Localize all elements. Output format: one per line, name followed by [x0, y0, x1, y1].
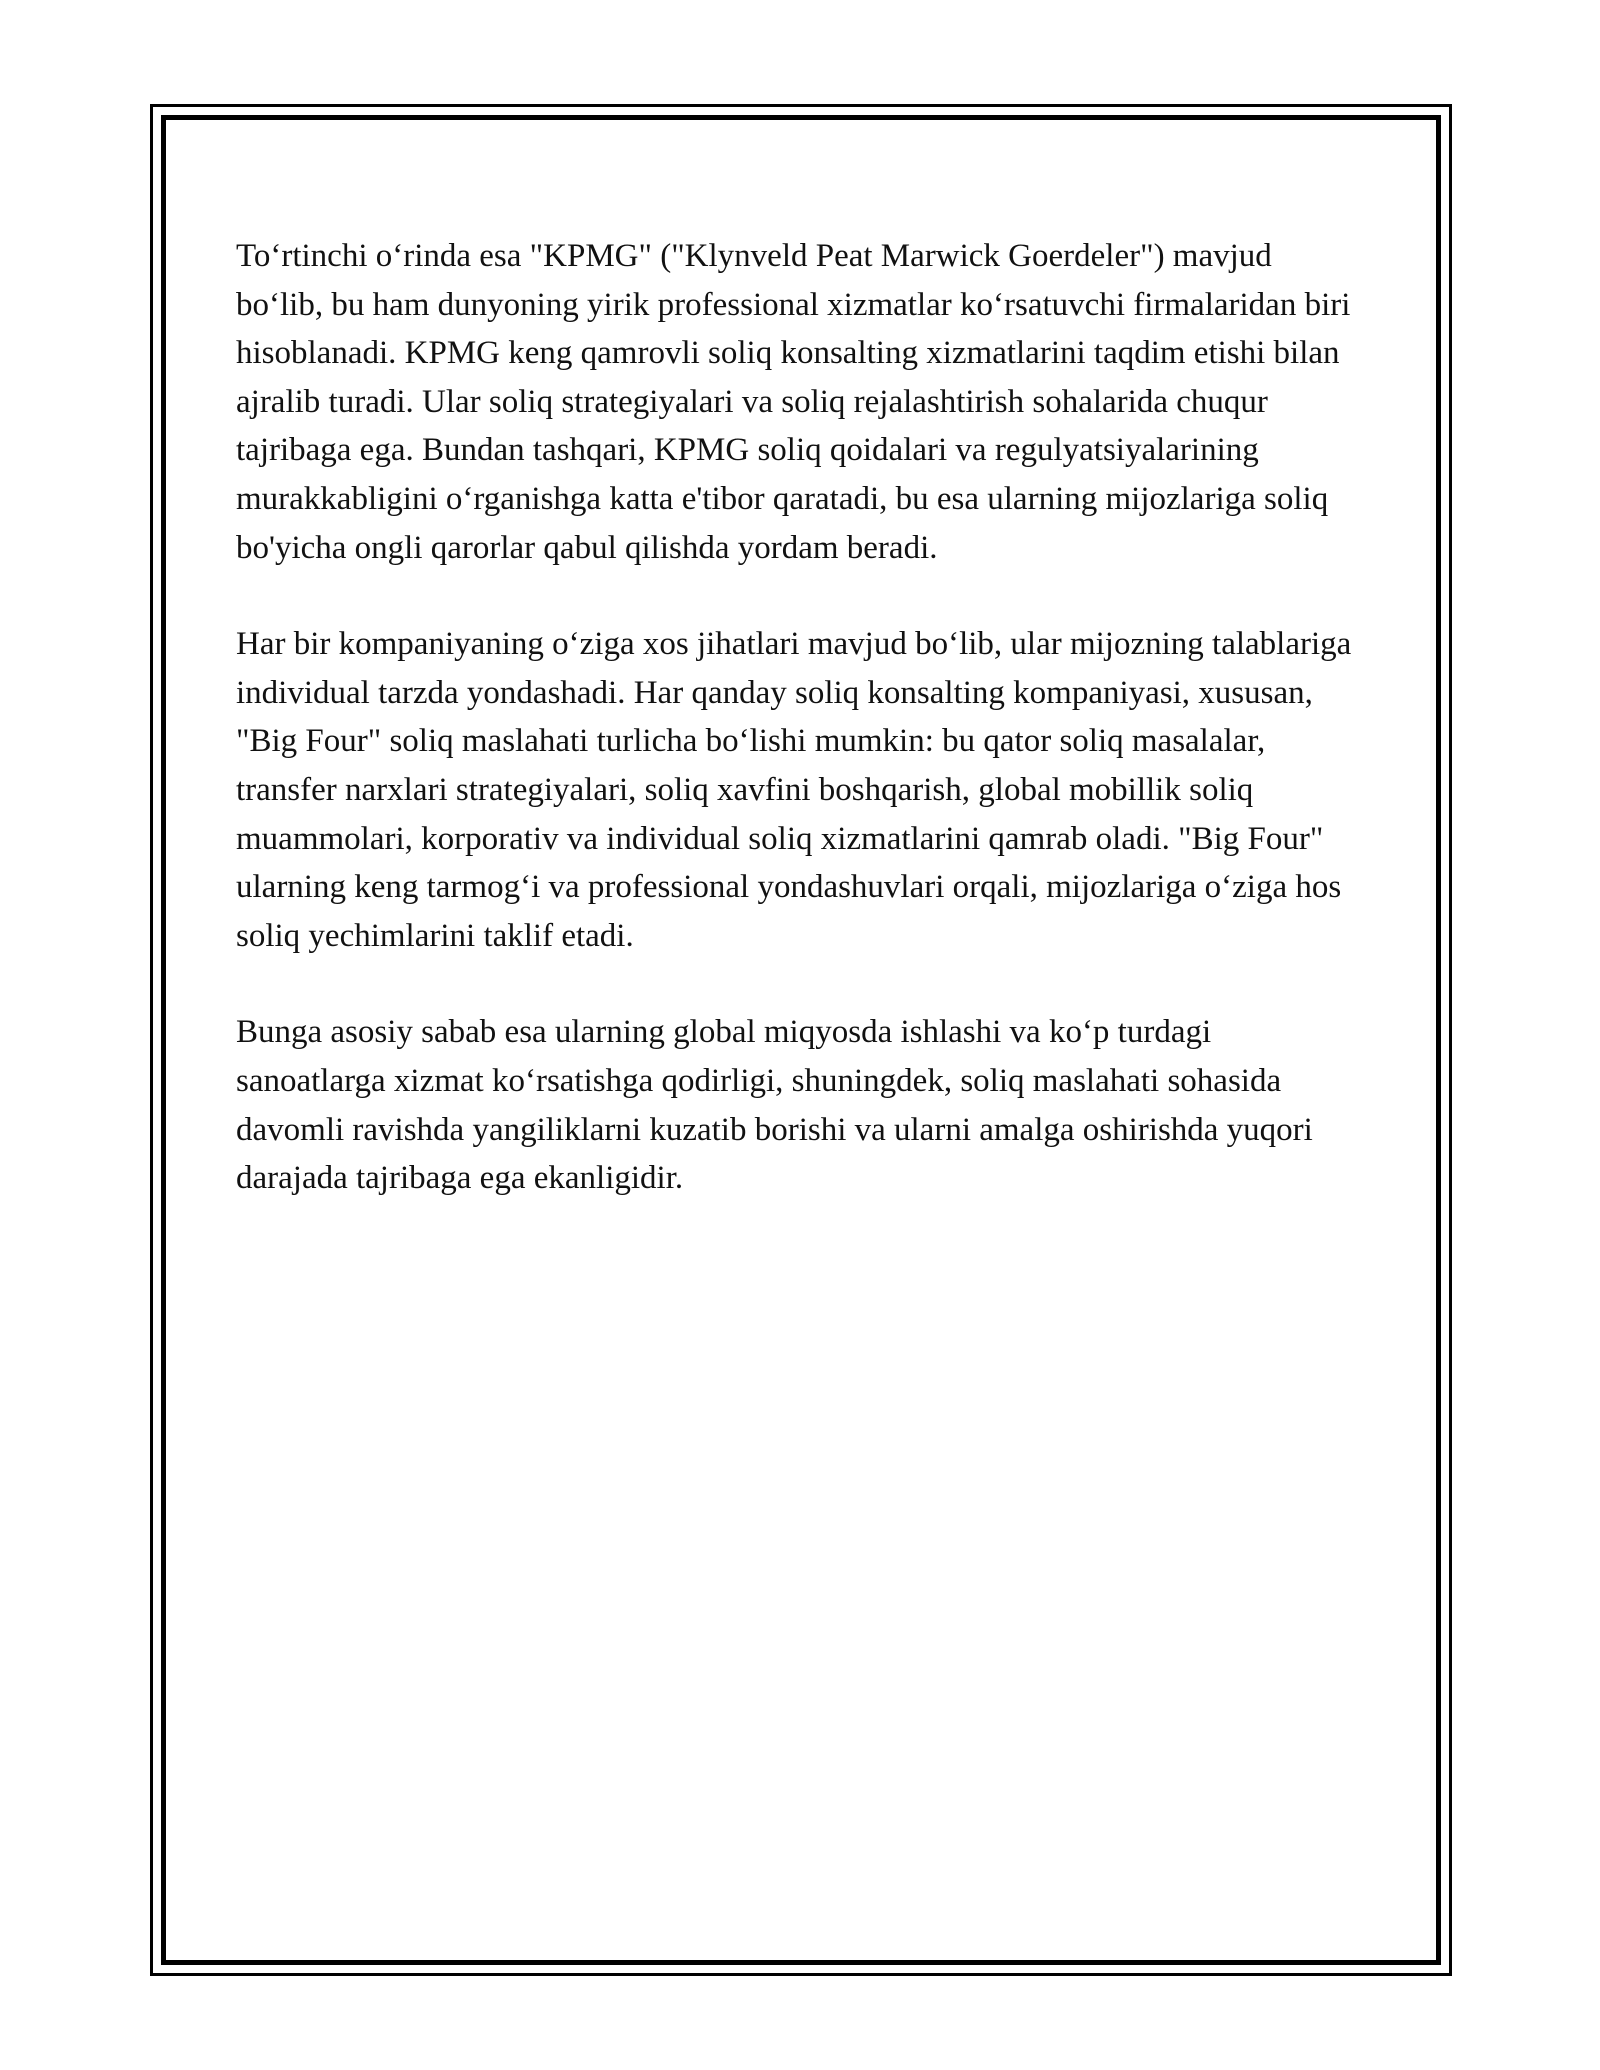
- paragraph-kpmg: To‘rtinchi o‘rinda esa "KPMG" ("Klynveld Peat Marwick Goerdeler") mavjud bo‘lib, bu ham dunyoning yirik professional xizmatlar ko‘rsatuvchi firmalaridan biri hisoblanadi. KPMG keng qamrovli soliq konsalting xizmatlarini taqdim etishi bilan ajralib turadi. Ular soliq strategiyalari va soliq rejalashtirish sohalarida chuqur tajribaga ega. Bundan tashqari, KPMG soliq qoidalari va regulyatsiyalarining murakkabligini o‘rganishga katta e'tibor qaratadi, bu esa ularning mijozlariga soliq bo'yicha ongli qarorlar qabul qilishda yordam beradi.: [236, 238, 1351, 566]
- paragraph-company-features: Har bir kompaniyaning o‘ziga xos jihatlari mavjud bo‘lib, ular mijozning talablariga individual tarzda yondashadi. Har qanday soliq konsalting kompaniyasi, xususan, "Big Four" soliq maslahati turlicha bo‘lishi mumkin: bu qator soliq masalalar, transfer narxlari strategiyalari, soliq xavfini boshqarish, global mobillik soliq muammolari, korporativ va individual soliq xizmatlarini qamrab oladi. "Big Four" ularning keng tarmog‘i va professional yondashuvlari orqali, mijozlariga o‘ziga hos soliq yechimlarini taklif etadi.: [236, 626, 1352, 954]
- document-body: [236, 232, 1366, 1251]
- paragraph-main-reason: Bunga asosiy sabab esa ularning global miqyosda ishlashi va ko‘p turdagi sanoatlarga xizmat ko‘rsatishga qodirligi, shuningdek, soliq maslahati sohasida davomli ravishda yangiliklarni kuzatib borishi va ularni amalga oshirishda yuqori darajada tajribaga ega ekanligidir.: [236, 1014, 1313, 1197]
